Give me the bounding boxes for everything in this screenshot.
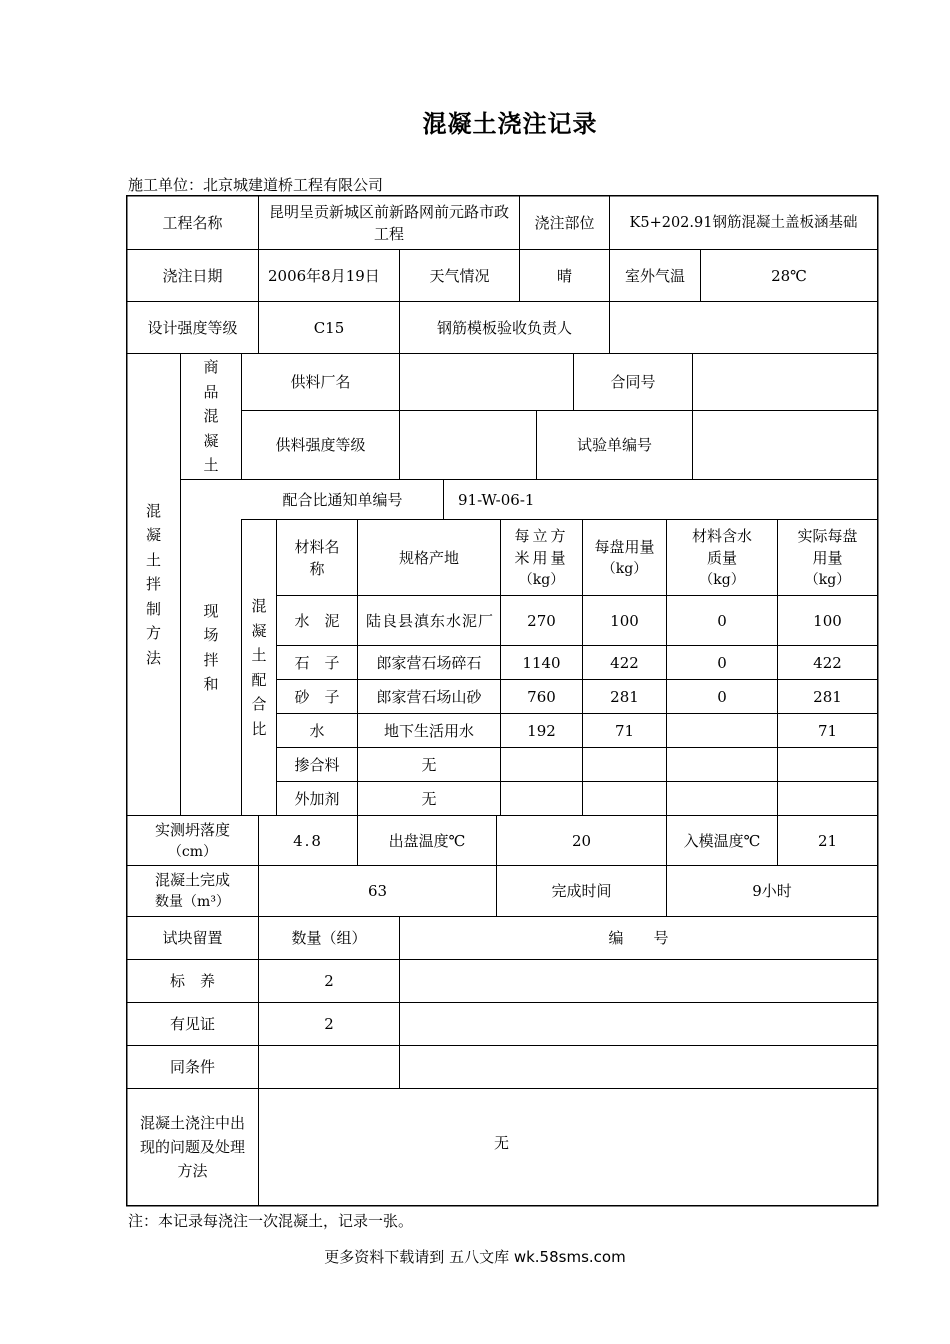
weather-label: 天气情况 — [429, 266, 490, 285]
pour-location-value: K5+202.91钢筋混凝土盖板涵基础 — [629, 214, 858, 231]
project-name-label: 工程名称 — [162, 213, 223, 232]
table-cell — [583, 782, 666, 815]
table-cell: 0 — [717, 653, 727, 672]
table-cell: 192 — [527, 721, 556, 740]
outdoor-temp-label: 室外气温 — [624, 266, 685, 285]
slump-value: 4.8 — [293, 831, 323, 850]
col-actual: 实际每盘用量 （kg） — [797, 526, 858, 588]
table-cell: 100 — [813, 611, 842, 630]
table-cell — [667, 714, 777, 747]
construction-unit: 施工单位：北京城建道桥工程有限公司 — [128, 176, 384, 194]
table-cell: 760 — [527, 687, 556, 706]
table-cell: 郎家营石场山砂 — [376, 687, 482, 706]
table-cell: 陆良县滇东水泥厂 — [366, 611, 495, 630]
completion-time-label: 完成时间 — [551, 882, 612, 900]
table-cell — [583, 748, 666, 781]
mix-ratio-label: 混 凝 土 配 合 比 — [251, 597, 267, 738]
table-cell — [400, 1046, 877, 1088]
pour-date-value: 2006年8月19日 — [268, 266, 380, 285]
col-per-m3: 每立方米用量 （kg） — [514, 526, 569, 588]
commercial-concrete-label: 商 品 混 凝 土 — [203, 358, 219, 475]
table-cell: 郎家营石场碎石 — [376, 653, 482, 672]
table-cell: 外加剂 — [294, 789, 340, 808]
slump-label: 实测坍落度 （cm） — [154, 820, 230, 860]
table-cell — [400, 1003, 877, 1045]
rebar-inspector-value — [610, 302, 877, 353]
out-temp-label: 出盘温度℃ — [388, 831, 466, 850]
table-cell — [778, 748, 877, 781]
rebar-inspector-label: 钢筋模板验收负责人 — [436, 318, 572, 337]
onsite-mixing-label: 现 场 拌 和 — [203, 601, 219, 693]
table-cell — [667, 748, 777, 781]
col-moisture: 材料含水质量 （kg） — [691, 526, 752, 588]
pour-date-label: 浇注日期 — [162, 266, 223, 285]
col-spec: 规格产地 — [398, 548, 459, 567]
table-cell: 有见证 — [169, 1015, 215, 1033]
completion-qty-label: 混凝土完成 数量（m³） — [154, 871, 230, 910]
supply-strength-label: 供料强度等级 — [275, 436, 366, 454]
table-cell — [501, 782, 582, 815]
test-sheet-label: 试验单编号 — [576, 436, 652, 454]
test-sheet-value — [693, 411, 877, 479]
table-cell: 281 — [610, 687, 639, 706]
contract-no-value — [693, 354, 877, 410]
weather-value: 晴 — [556, 266, 572, 285]
table-cell: 2 — [324, 972, 334, 990]
outdoor-temp-value: 28℃ — [771, 266, 807, 285]
project-name-value: 昆明呈贡新城区前新路网前元路市政工程 — [268, 202, 509, 243]
mix-notice-value: 91-W-06-1 — [458, 490, 535, 509]
design-strength-value: C15 — [313, 318, 345, 337]
table-cell — [778, 782, 877, 815]
table-cell: 0 — [717, 611, 727, 630]
completion-qty-value: 63 — [367, 882, 388, 900]
table-cell: 71 — [614, 721, 635, 740]
out-temp-value: 20 — [571, 831, 592, 850]
table-cell: 无 — [421, 755, 437, 774]
table-cell: 无 — [421, 789, 437, 808]
specimens-number-label: 编 号 — [608, 929, 669, 947]
table-cell: 1140 — [522, 653, 561, 672]
table-cell — [400, 960, 877, 1002]
table-cell: 水 — [309, 721, 325, 740]
mix-notice-label: 配合比通知单编号 — [282, 490, 403, 509]
table-cell: 71 — [817, 721, 838, 740]
footer-text: 更多资料下载请到 五八文库 wk.58sms.com — [324, 1248, 626, 1266]
contract-no-label: 合同号 — [610, 373, 656, 391]
supplier-value — [400, 354, 573, 410]
table-cell — [667, 782, 777, 815]
completion-time-value: 9小时 — [752, 882, 792, 900]
mixing-method-label: 混 凝 土 拌 制 方 法 — [145, 501, 161, 667]
table-cell: 水 泥 — [294, 611, 340, 630]
specimens-label: 试块留置 — [162, 929, 223, 947]
table-cell: 100 — [610, 611, 639, 630]
table-cell: 422 — [813, 653, 842, 672]
page-title: 混凝土浇注记录 — [422, 110, 598, 138]
table-cell — [259, 1046, 399, 1088]
table-cell: 掺合料 — [294, 755, 340, 774]
supply-strength-value — [400, 411, 536, 479]
specimens-count-label: 数量（组） — [291, 929, 367, 947]
design-strength-label: 设计强度等级 — [147, 318, 238, 337]
table-cell: 0 — [717, 687, 727, 706]
table-cell: 石 子 — [294, 653, 340, 672]
table-cell: 2 — [324, 1015, 334, 1033]
table-cell — [501, 748, 582, 781]
mold-temp-value: 21 — [817, 831, 838, 850]
footnote: 注：本记录每浇注一次混凝土，记录一张。 — [128, 1212, 414, 1230]
mold-temp-label: 入模温度℃ — [683, 831, 761, 850]
col-per-batch: 每盘用量 （kg） — [594, 537, 655, 577]
table-cell: 422 — [610, 653, 639, 672]
problems-label: 混凝土浇注中出现的问题及处理方法 — [139, 1114, 245, 1180]
table-cell: 标 养 — [169, 972, 215, 990]
table-cell: 270 — [527, 611, 556, 630]
table-cell: 同条件 — [169, 1058, 215, 1076]
table-cell: 281 — [813, 687, 842, 706]
col-material: 材料名称 — [294, 537, 340, 578]
table-cell: 地下生活用水 — [383, 721, 474, 740]
problems-value: 无 — [493, 1134, 509, 1152]
table-cell: 砂 子 — [294, 687, 340, 706]
pour-location-label: 浇注部位 — [534, 213, 595, 232]
supplier-label: 供料厂名 — [290, 373, 351, 391]
